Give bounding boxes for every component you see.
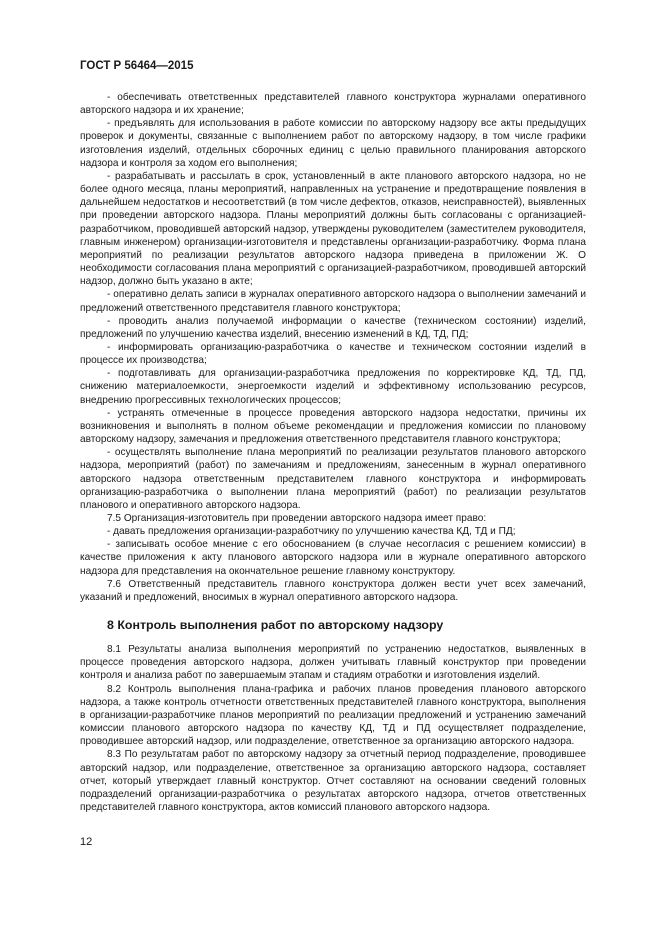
paragraph: 8.1 Результаты анализа выполнения мероприятий по устранению недостатков, выявленных в процессе проведения авторского надзора, должен учитывать главный конструктор при проведении контроля и анализа работ по завершаемым этапам и стадиям отработки и изготовления изделий. [80,644,586,682]
paragraph: - разрабатывать и рассылать в срок, установленный в акте планового авторского надзора, но не более одного месяца, планы мероприятий, направленных на устранение и предотвращение появления в дальнейшем недостатков и несоответствий (в том числе дефектов, отказов, неисправностей), выявленных при проведении авторского надзора. Планы мероприятий должны быть согласованы с организацией-разработчиком, проводившей авторский надзор, утверждены руководителем (заместителем руководителя, главным инженером) организации-изготовителя и представлены организации-разработчику. Форма плана мероприятий по реализации результатов авторского надзора приведена в приложении Ж. О необходимости согласования плана мероприятий с организацией-разработчиком, проводившей авторский надзор, должно быть указано в акте; [80,170,586,288]
paragraph: - информировать организацию-разработчика о качестве и техническом состоянии изделий в процессе их производства; [80,341,586,367]
paragraph: - оперативно делать записи в журналах оперативного авторского надзора о выполнении замечаний и предложений ответственного представителя главного конструктора; [80,289,586,314]
paragraph: - давать предложения организации-разработчику по улучшению качества КД, ТД и ПД; [107,526,516,538]
paragraph: - устранять отмеченные в процессе проведения авторского надзора недостатки, причины их возникновения и выполнять в полном объеме рекомендации и предложения комиссии по плановому авторскому надзору, замечания и предложения ответственного представителя главного конструктора; [80,407,586,446]
paragraph: - осуществлять выполнение плана мероприятий по реализации результатов планового авторского надзора, мероприятий (работ) по замечаниям и предложениям, занесенным в журнал оперативного авторского надзора ответственным представителем главного конструктора и информировать организацию-разработчика о выполнении плана мероприятий (работ) по реализации результатов планового и оперативного авторского надзора. [80,447,586,511]
section-heading: 8 Контроль выполнения работ по авторскому надзору [107,618,444,633]
paragraph: 8.2 Контроль выполнения плана-графика и рабочих планов проведения планового авторского надзора, а также контроль отчетности ответственных представителей главного конструктора, выполнения в организации-разработчике планов мероприятий по реализации предложений и устранению замечаний комиссии планового авторского надзора по качеству КД, ТД и ПД осуществляет подразделение, проводившее авторский надзор, или подразделение, ответственное за организацию авторского надзора. [80,683,586,748]
paragraph: - записывать особое мнение с его обоснованием (в случае несогласия с решением комиссии) в качестве приложения к акту планового авторского надзора или в журнале оперативного авторского надзора для представления на окончательное решение главному конструктору. [80,539,586,577]
document-body [80,91,586,814]
paragraph: 7.5 Организация-изготовитель при проведении авторского надзора имеет право: [107,513,487,524]
paragraph: - предъявлять для использования в работе комиссии по авторскому надзору все акты предыдущих проверок и документы, связанные с выполнением работ по авторскому надзору, в том числе графики изготовления изделий, отдельных сборочных единиц с целью правильного планирования авторского надзора и контроля за ходом его выполнения; [80,118,586,169]
paragraph: - проводить анализ получаемой информации о качестве (техническом состоянии) изделий, предложений по улучшению качества изделий, внесению изменений в КД, ТД, ПД; [80,315,586,340]
page-number: 12 [80,836,93,848]
paragraph: 7.6 Ответственный представитель главного конструктора должен вести учет всех замечаний, указаний и предложений, вносимых в журнал оперативного авторского надзора. [80,578,586,603]
paragraph: 8.3 По результатам работ по авторскому надзору за отчетный период подразделение, проводившее авторский надзор, или подразделение, ответственное за организацию авторского надзора, составляет отчет, который утверждает главный конструктор. Отчет составляют на основании сведений головных подразделений организации-разработчика о результатах авторского надзора, отчетов ответственных представителей главного конструктора, актов комиссий планового авторского надзора. [80,749,586,813]
paragraph: - подготавливать для организации-разработчика предложения по корректировке КД, ТД, ПД, снижению материалоемкости, энергоемкости изделий и эффективному использованию ресурсов, внедрению прогрессивных технологических процессов; [80,368,586,406]
paragraph: - обеспечивать ответственных представителей главного конструктора журналами оперативного авторского надзора и их хранение; [80,92,586,117]
document-header: ГОСТ Р 56464—2015 [80,60,194,72]
